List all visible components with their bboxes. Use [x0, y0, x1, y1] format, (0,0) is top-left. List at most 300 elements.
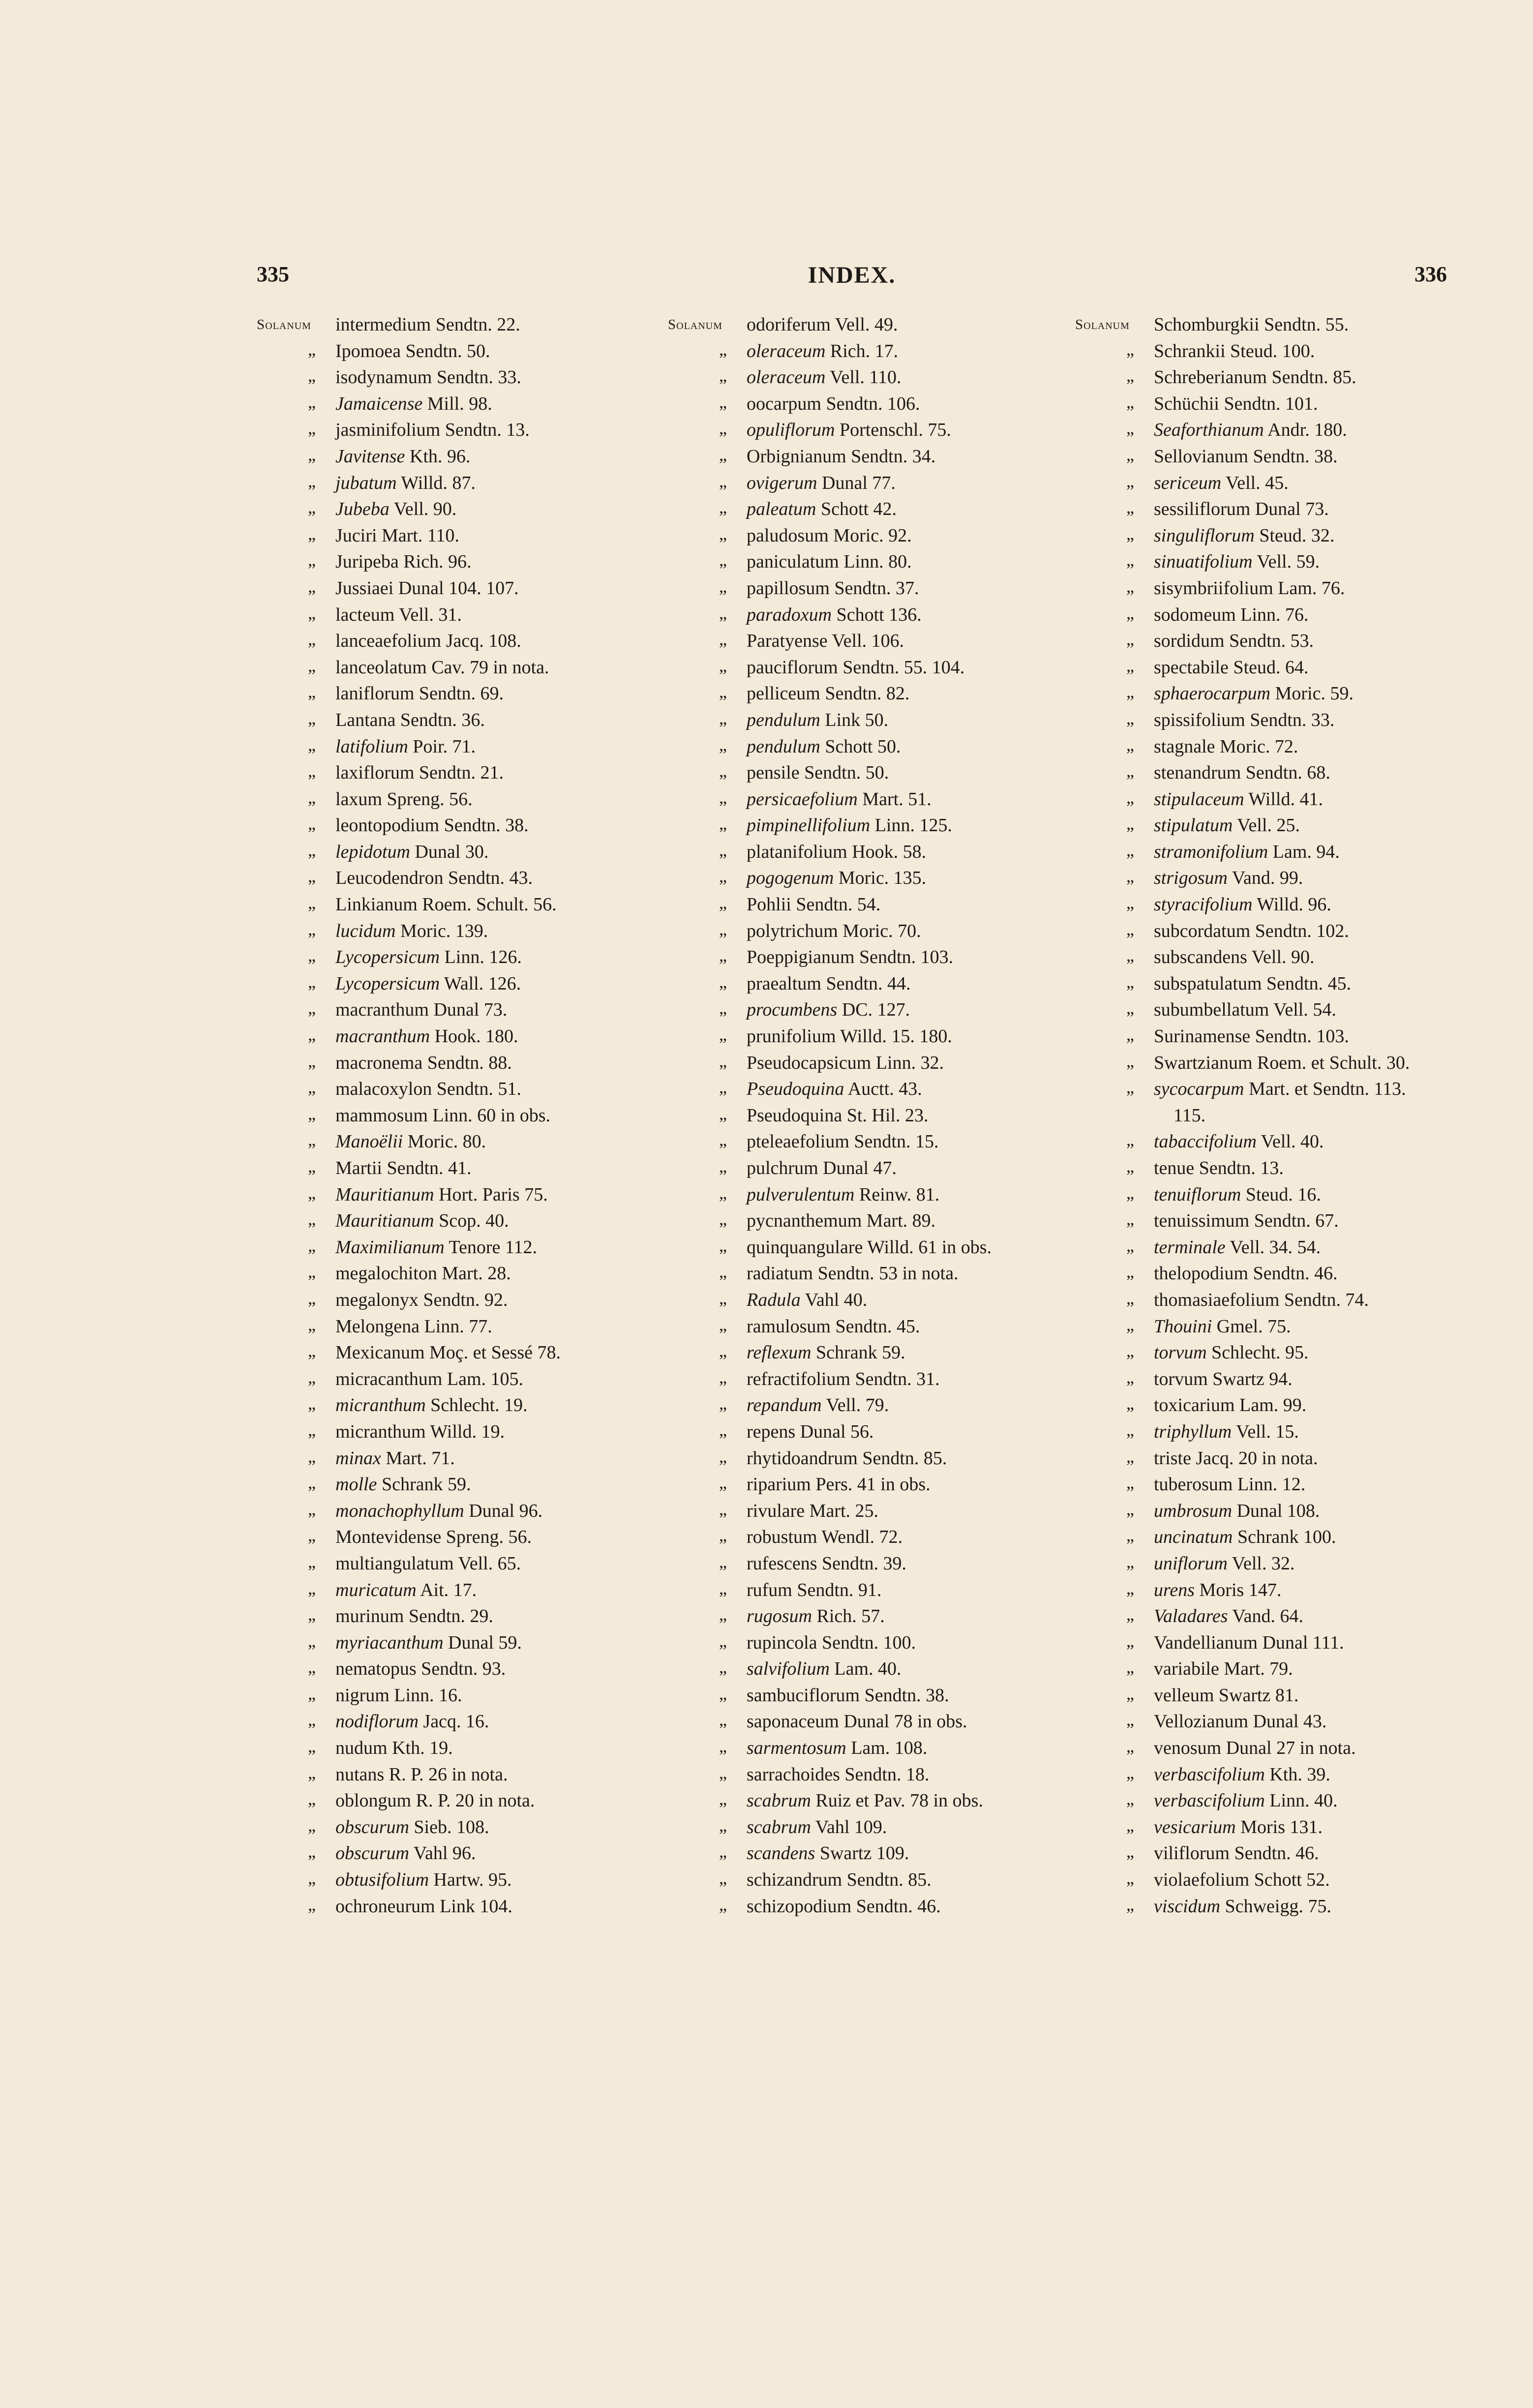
species-name: ramulosum	[747, 1316, 831, 1337]
ditto-mark: „	[719, 1473, 727, 1493]
ditto-mark: „	[308, 391, 316, 412]
authority-reference: Jacq. 16.	[423, 1711, 489, 1732]
ditto-mark: „	[1126, 893, 1134, 913]
authority-reference: Sendtn. 33.	[1250, 709, 1335, 730]
index-entry	[668, 1445, 1086, 1472]
ditto-mark: „	[1126, 919, 1134, 939]
authority-reference: Sendtn. 85.	[862, 1447, 947, 1469]
authority-reference: Dunal 59.	[448, 1632, 522, 1653]
index-entry	[257, 338, 675, 365]
species-name: murinum	[335, 1606, 404, 1627]
ditto-mark: „	[719, 1077, 727, 1097]
ditto-mark: „	[719, 734, 727, 754]
species-name: oocarpum	[747, 393, 821, 414]
ditto-mark: „	[719, 1130, 727, 1150]
species-name: opuliflorum	[747, 420, 835, 441]
species-name: laxiflorum	[335, 762, 415, 783]
genus-label: Solanum	[257, 317, 311, 332]
species-name: pogogenum	[747, 868, 834, 889]
ditto-mark: „	[308, 708, 316, 728]
ditto-mark: „	[1126, 1419, 1134, 1440]
index-entry	[257, 1683, 675, 1709]
ditto-mark: „	[719, 893, 727, 913]
authority-reference: Sendtn. 33.	[436, 367, 521, 388]
species-name: Radula	[747, 1289, 801, 1310]
index-entry	[1075, 338, 1518, 365]
index-entry	[1075, 839, 1518, 866]
authority-reference: Mart. 71.	[386, 1447, 455, 1469]
authority-reference: Sendtn. 50.	[804, 762, 889, 783]
species-name: radiatum	[747, 1263, 813, 1284]
index-entry	[1075, 496, 1518, 523]
authority-reference: Moç. et Sessé 78.	[429, 1342, 561, 1363]
species-name: pulchrum	[747, 1158, 818, 1178]
authority-reference: Mill. 98.	[427, 393, 492, 414]
species-name: Javitense	[335, 446, 405, 467]
page-header	[257, 262, 1447, 296]
ditto-mark: „	[719, 576, 727, 596]
authority-reference: Sendtn. 38.	[1253, 446, 1338, 467]
authority-reference: Vell. 90.	[1251, 947, 1315, 968]
authority-reference: Kth. 96.	[409, 446, 471, 467]
ditto-mark: „	[1126, 602, 1134, 623]
authority-reference: Sendtn. 37.	[834, 577, 919, 599]
ditto-mark: „	[308, 444, 316, 464]
ditto-mark: „	[719, 1367, 727, 1387]
ditto-mark: „	[308, 1657, 316, 1677]
species-name: viliflorum	[1154, 1843, 1230, 1864]
ditto-mark: „	[719, 1314, 727, 1334]
index-entry	[1075, 1867, 1518, 1894]
authority-reference: Sendtn. 93.	[421, 1658, 506, 1680]
species-name: micracanthum	[335, 1368, 443, 1389]
ditto-mark: „	[719, 1446, 727, 1466]
authority-reference: Cav. 79 in nota.	[431, 657, 549, 678]
species-name: nodiflorum	[335, 1711, 419, 1732]
index-entry	[257, 1867, 675, 1894]
index-entry	[257, 1445, 675, 1472]
species-name: obscurum	[335, 1843, 409, 1864]
species-name: sordidum	[1154, 631, 1225, 652]
ditto-mark: „	[719, 1683, 727, 1703]
species-name: Mauritianum	[335, 1210, 434, 1232]
ditto-mark: „	[1126, 998, 1134, 1018]
species-name: Jussiaei	[335, 577, 394, 599]
index-entry	[1075, 1445, 1518, 1472]
index-entry	[668, 1182, 1086, 1208]
index-column-2	[668, 312, 1086, 1920]
species-name: Juripeba	[335, 551, 399, 572]
authority-reference: Linn. 12.	[1237, 1474, 1306, 1495]
species-name: Leucodendron	[335, 868, 444, 889]
ditto-mark: „	[308, 1578, 316, 1598]
ditto-mark: „	[1126, 1262, 1134, 1282]
ditto-mark: „	[1126, 1051, 1134, 1071]
authority-reference: Sendtn. 18.	[844, 1764, 930, 1785]
species-name: Mexicanum	[335, 1342, 425, 1363]
index-entry	[1075, 312, 1518, 338]
species-name: laxum	[335, 788, 382, 810]
authority-reference: Schott 42.	[820, 499, 897, 520]
index-entry	[257, 1287, 675, 1314]
species-name: Schreberianum	[1154, 367, 1267, 388]
ditto-mark: „	[1126, 1604, 1134, 1625]
index-entry	[1075, 1392, 1518, 1419]
authority-reference: Sendtn. 85.	[846, 1869, 932, 1891]
species-name: paniculatum	[747, 551, 839, 572]
index-entry	[668, 523, 1086, 549]
species-name: Manoëlii	[335, 1131, 403, 1152]
index-entry	[668, 470, 1086, 497]
ditto-mark: „	[308, 1314, 316, 1334]
ditto-mark: „	[308, 971, 316, 992]
index-entry	[668, 1419, 1086, 1445]
species-name: riparium	[747, 1474, 811, 1495]
ditto-mark: „	[308, 1130, 316, 1150]
species-name: pauciflorum	[747, 657, 838, 678]
ditto-mark: „	[719, 787, 727, 807]
ditto-mark: „	[308, 1683, 316, 1703]
ditto-mark: „	[719, 1710, 727, 1730]
authority-reference: Sendtn. 54.	[796, 894, 881, 915]
ditto-mark: „	[1126, 1446, 1134, 1466]
ditto-mark: „	[719, 682, 727, 702]
ditto-mark: „	[719, 550, 727, 570]
ditto-mark: „	[1126, 734, 1134, 754]
index-entry	[257, 1472, 675, 1498]
index-entry	[257, 786, 675, 813]
ditto-mark: „	[719, 497, 727, 517]
authority-reference: Hartw. 95.	[433, 1869, 512, 1891]
authority-reference: Sendtn. 68.	[1245, 762, 1330, 783]
index-column-3	[1075, 312, 1518, 1920]
ditto-mark: „	[719, 1630, 727, 1651]
ditto-mark: „	[1126, 761, 1134, 781]
species-name: saponaceum	[747, 1711, 839, 1732]
authority-reference: Moric. 139.	[400, 920, 488, 941]
ditto-mark: „	[308, 1446, 316, 1466]
index-entry	[668, 1287, 1086, 1314]
index-entry	[1075, 417, 1518, 444]
authority-reference: Sendtn. 69.	[419, 683, 504, 704]
ditto-mark: „	[1126, 1630, 1134, 1651]
authority-reference: Schott 52.	[1254, 1869, 1330, 1891]
index-entry	[257, 865, 675, 892]
species-name: pteleaefolium	[747, 1131, 849, 1152]
species-name: lepidotum	[335, 841, 410, 862]
authority-reference: Rich. 57.	[816, 1606, 885, 1627]
authority-reference: Schlecht. 19.	[430, 1395, 528, 1416]
authority-reference: Link 50.	[825, 709, 889, 730]
ditto-mark: „	[1126, 1314, 1134, 1334]
authority-reference: Rich. 17.	[830, 340, 899, 361]
ditto-mark: „	[1126, 1077, 1134, 1097]
index-entry	[257, 549, 675, 575]
authority-reference: Jacq. 108.	[446, 631, 521, 652]
authority-reference: Spreng. 56.	[387, 788, 473, 810]
authority-reference: Sendtn. 101.	[1224, 393, 1318, 414]
index-entry	[668, 1076, 1086, 1103]
authority-reference: Steud. 32.	[1259, 525, 1335, 546]
ditto-mark: „	[308, 1051, 316, 1071]
authority-reference: Jacq. 20 in nota.	[1196, 1447, 1318, 1469]
authority-reference: Auctt. 43.	[847, 1079, 922, 1100]
species-name: pycnanthemum	[747, 1210, 862, 1232]
index-entry	[668, 1366, 1086, 1393]
ditto-mark: „	[308, 1630, 316, 1651]
species-name: Swartzianum	[1154, 1052, 1253, 1073]
ditto-mark: „	[1126, 1525, 1134, 1545]
species-name: Schrankii	[1154, 340, 1226, 361]
ditto-mark: „	[308, 1473, 316, 1493]
ditto-mark: „	[308, 734, 316, 754]
ditto-mark: „	[1126, 1894, 1134, 1914]
index-entry	[1075, 1762, 1518, 1788]
ditto-mark: „	[1126, 1341, 1134, 1361]
species-name: stipulaceum	[1154, 788, 1244, 810]
species-name: sinuatifolium	[1154, 551, 1253, 572]
ditto-mark: „	[308, 1367, 316, 1387]
index-entry	[257, 1155, 675, 1182]
index-entry	[668, 312, 1086, 338]
authority-reference: Lam. 40.	[834, 1658, 902, 1680]
ditto-mark: „	[308, 1868, 316, 1888]
species-name: sessiliflorum	[1154, 499, 1251, 520]
ditto-mark: „	[719, 708, 727, 728]
species-name: mammosum	[335, 1105, 428, 1126]
index-entry	[1075, 523, 1518, 549]
authority-reference: Roem. Schult. 56.	[422, 894, 557, 915]
ditto-mark: „	[1126, 1235, 1134, 1255]
species-name: sambuciflorum	[747, 1685, 860, 1706]
index-entry	[1075, 1050, 1518, 1077]
species-name: Jamaicense	[335, 393, 423, 414]
authority-reference: Lam. 94.	[1272, 841, 1340, 862]
index-entry	[668, 602, 1086, 629]
ditto-mark: „	[1126, 945, 1134, 965]
ditto-mark: „	[308, 1024, 316, 1045]
ditto-mark: „	[719, 945, 727, 965]
ditto-mark: „	[719, 1525, 727, 1545]
authority-reference: Vell. 110.	[830, 367, 902, 388]
species-name: oleraceum	[747, 367, 826, 388]
authority-reference: Dunal 47.	[823, 1158, 897, 1178]
ditto-mark: „	[719, 1419, 727, 1440]
ditto-mark: „	[719, 813, 727, 834]
index-entry	[1075, 1366, 1518, 1393]
species-name: schizopodium	[747, 1896, 852, 1917]
ditto-mark: „	[308, 1604, 316, 1625]
index-entry	[1075, 1419, 1518, 1445]
ditto-mark: „	[1126, 1182, 1134, 1203]
ditto-mark: „	[308, 840, 316, 860]
ditto-mark: „	[308, 1341, 316, 1361]
species-name: sarmentosum	[747, 1738, 846, 1759]
ditto-mark: „	[719, 1815, 727, 1835]
index-entry	[257, 312, 675, 338]
authority-reference: Linn. 16.	[394, 1685, 462, 1706]
species-name: stenandrum	[1154, 762, 1241, 783]
index-entry	[257, 1894, 675, 1920]
index-entry	[257, 1630, 675, 1656]
authority-reference: Sendtn. 21.	[419, 762, 504, 783]
genus-label: Solanum	[668, 317, 722, 332]
page-number-right: 336	[1414, 262, 1447, 286]
authority-reference: Moris 131.	[1240, 1816, 1323, 1837]
ditto-mark: „	[719, 866, 727, 886]
index-entry	[668, 1261, 1086, 1287]
species-name: latifolium	[335, 736, 408, 757]
index-entry	[668, 1709, 1086, 1735]
index-entry	[668, 1840, 1086, 1867]
species-name: sisymbriifolium	[1154, 577, 1273, 599]
species-name: triphyllum	[1154, 1421, 1232, 1442]
authority-reference: Linn. 76.	[1240, 604, 1309, 625]
ditto-mark: „	[719, 1341, 727, 1361]
index-entry	[1075, 1023, 1518, 1050]
ditto-mark: „	[1126, 1551, 1134, 1571]
authority-reference: R. P. 26 in nota.	[389, 1764, 508, 1785]
ditto-mark: „	[1126, 1473, 1134, 1493]
index-entry	[257, 1340, 675, 1366]
species-name: pelliceum	[747, 683, 820, 704]
index-entry	[668, 944, 1086, 971]
index-entry	[1075, 707, 1518, 734]
authority-reference: Ait. 17.	[420, 1579, 477, 1600]
authority-reference: Swartz 81.	[1218, 1685, 1299, 1706]
authority-reference: Dunal 108.	[1236, 1500, 1320, 1521]
authority-reference: St. Hil. 23.	[846, 1105, 929, 1126]
species-name: venosum	[1154, 1738, 1222, 1759]
species-name: monachophyllum	[335, 1500, 464, 1521]
ditto-mark: „	[1126, 1209, 1134, 1229]
authority-reference: Mart. 110.	[381, 525, 459, 546]
species-name: stipulatum	[1154, 815, 1233, 836]
ditto-mark: „	[1126, 840, 1134, 860]
species-name: uniflorum	[1154, 1553, 1228, 1574]
ditto-mark: „	[719, 1551, 727, 1571]
authority-reference: Sendtn. 74.	[1284, 1289, 1369, 1310]
authority-reference: Mart. 25.	[809, 1500, 879, 1521]
index-entry	[1075, 364, 1518, 391]
ditto-mark: „	[308, 523, 316, 543]
authority-reference: Portenschl. 75.	[839, 420, 951, 441]
species-name: sarrachoides	[747, 1764, 840, 1785]
authority-reference: Dunal 43.	[1253, 1711, 1327, 1732]
index-entry	[257, 575, 675, 602]
species-name: pensile	[747, 762, 800, 783]
index-entry	[257, 997, 675, 1023]
index-entry	[257, 1314, 675, 1340]
species-name: procumbens	[747, 999, 838, 1021]
index-entry	[257, 944, 675, 971]
authority-reference: Sendtn. 92.	[423, 1289, 508, 1310]
species-name: Vellozianum	[1154, 1711, 1249, 1732]
ditto-mark: „	[308, 682, 316, 702]
index-entry	[1075, 1524, 1518, 1551]
index-entry	[668, 971, 1086, 997]
ditto-mark: „	[308, 576, 316, 596]
index-entry	[1075, 892, 1518, 918]
ditto-mark: „	[719, 418, 727, 438]
ditto-mark: „	[1126, 497, 1134, 517]
index-entry	[1075, 760, 1518, 786]
index-entry	[1075, 786, 1518, 813]
index-entry	[668, 1735, 1086, 1762]
index-entry	[257, 1129, 675, 1155]
authority-reference: Steud. 16.	[1245, 1184, 1321, 1205]
species-name: megalochiton	[335, 1263, 437, 1284]
index-entry	[257, 1709, 675, 1735]
authority-reference: Linn. 125.	[874, 815, 952, 836]
ditto-mark: „	[1126, 339, 1134, 359]
index-entry	[668, 760, 1086, 786]
ditto-mark: „	[308, 1182, 316, 1203]
species-name: quinquangulare	[747, 1236, 863, 1258]
species-name: thomasiaefolium	[1154, 1289, 1280, 1310]
species-name: rupincola	[747, 1632, 817, 1653]
ditto-mark: „	[719, 1103, 727, 1123]
species-name: scabrum	[747, 1790, 811, 1811]
species-name: torvum	[1154, 1342, 1207, 1363]
ditto-mark: „	[308, 761, 316, 781]
index-entry	[257, 1814, 675, 1841]
authority-reference: Sendtn. 36.	[400, 709, 485, 730]
authority-reference: Dunal 96.	[469, 1500, 543, 1521]
species-name: Mauritianum	[335, 1184, 434, 1205]
species-name: Jubeba	[335, 499, 390, 520]
ditto-mark: „	[308, 813, 316, 834]
ditto-mark: „	[308, 1841, 316, 1862]
species-name: nudum	[335, 1738, 388, 1759]
index-entry	[668, 997, 1086, 1023]
ditto-mark: „	[308, 1419, 316, 1440]
index-entry	[257, 760, 675, 786]
index-entry	[257, 1392, 675, 1419]
index-entry	[257, 523, 675, 549]
species-name: scabrum	[747, 1816, 811, 1837]
species-name: Thouini	[1154, 1316, 1212, 1337]
ditto-mark: „	[719, 1894, 727, 1914]
species-name: violaefolium	[1154, 1869, 1250, 1891]
index-entry	[1075, 391, 1518, 418]
index-entry	[257, 1788, 675, 1814]
ditto-mark: „	[719, 1604, 727, 1625]
authority-reference: Link 104.	[440, 1896, 512, 1917]
species-name: uncinatum	[1154, 1527, 1233, 1548]
species-name: spectabile	[1154, 657, 1229, 678]
species-name: pulverulentum	[747, 1184, 855, 1205]
ditto-mark: „	[308, 893, 316, 913]
index-entry	[1075, 1840, 1518, 1867]
ditto-mark: „	[308, 1736, 316, 1756]
index-entry	[1075, 628, 1518, 655]
authority-reference: Dunal 30.	[415, 841, 489, 862]
authority-reference: Sendtn. 43.	[448, 868, 533, 889]
index-entry	[1075, 1498, 1518, 1525]
authority-reference: Willd. 87.	[401, 472, 476, 493]
index-entry	[257, 1577, 675, 1604]
ditto-mark: „	[1126, 391, 1134, 412]
ditto-mark: „	[308, 1815, 316, 1835]
species-name: velleum	[1154, 1685, 1214, 1706]
ditto-mark: „	[719, 1499, 727, 1519]
ditto-mark: „	[719, 444, 727, 464]
species-name: Lycopersicum	[335, 973, 440, 994]
index-entry	[1075, 865, 1518, 892]
authority-reference: Kth. 19.	[392, 1738, 453, 1759]
authority-reference: Vell. 65.	[458, 1553, 521, 1574]
